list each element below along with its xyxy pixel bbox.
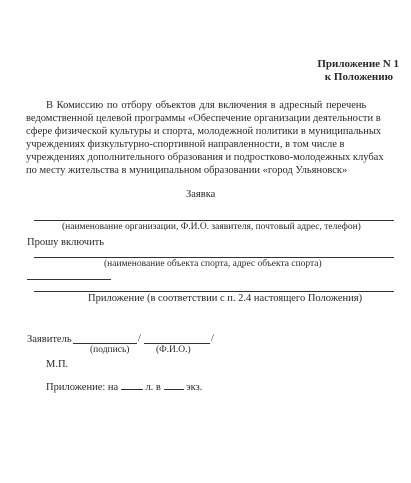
intro-line-4: учреждениях физкультурно-спортивной направленности, в том числе в — [26, 139, 345, 150]
request-label: Прошу включить — [27, 237, 105, 248]
applicant-info-line[interactable] — [34, 220, 394, 221]
full-name-line[interactable] — [144, 343, 210, 344]
intro-line-1: В Комиссию по отбору объектов для включения в адресный перечень — [46, 100, 367, 111]
copies-count-blank[interactable] — [164, 380, 184, 390]
applicant-info-caption: (наименование организации, Ф.И.О. заявителя, почтовый адрес, телефон) — [62, 222, 361, 232]
extra-short-line[interactable] — [27, 279, 111, 280]
intro-line-5: учреждениях дополнительного образования и подростково-молодежных клубах — [26, 152, 384, 163]
form-title: Заявка — [186, 189, 216, 200]
attachment-caption: Приложение (в соответствии с п. 2.4 настоящего Положения) — [88, 293, 363, 304]
seal-label: М.П. — [46, 359, 69, 370]
intro-line-6: по месту жительства в муниципальном образовании «город Ульяновск» — [26, 165, 348, 176]
signature-caption: (подпись) — [90, 345, 130, 355]
appendix-prefix: Приложение: на — [46, 382, 119, 393]
applicant-label: Заявитель — [27, 334, 72, 345]
pages-count-blank[interactable] — [121, 380, 143, 390]
sport-object-line[interactable] — [34, 257, 394, 258]
appendix-number: Приложение N 1 — [317, 58, 399, 70]
name-caption: (Ф.И.О.) — [156, 345, 191, 355]
intro-line-3: сфере физической культуры и спорта, молодежной политики в муниципальных — [26, 126, 382, 137]
appendix-count-row — [46, 380, 202, 394]
slash-2: / — [211, 333, 214, 344]
appendix-reference: к Положению — [324, 71, 393, 83]
appendix-mid: л. в — [145, 382, 161, 393]
intro-line-2: ведомственной целевой программы «Обеспечение организации деятельности в — [26, 113, 381, 124]
signature-line[interactable] — [73, 343, 137, 344]
slash-1: / — [138, 333, 141, 344]
sport-object-caption: (наименование объекта спорта, адрес объекта спорта) — [104, 259, 322, 269]
appendix-suffix: экз. — [186, 382, 203, 393]
